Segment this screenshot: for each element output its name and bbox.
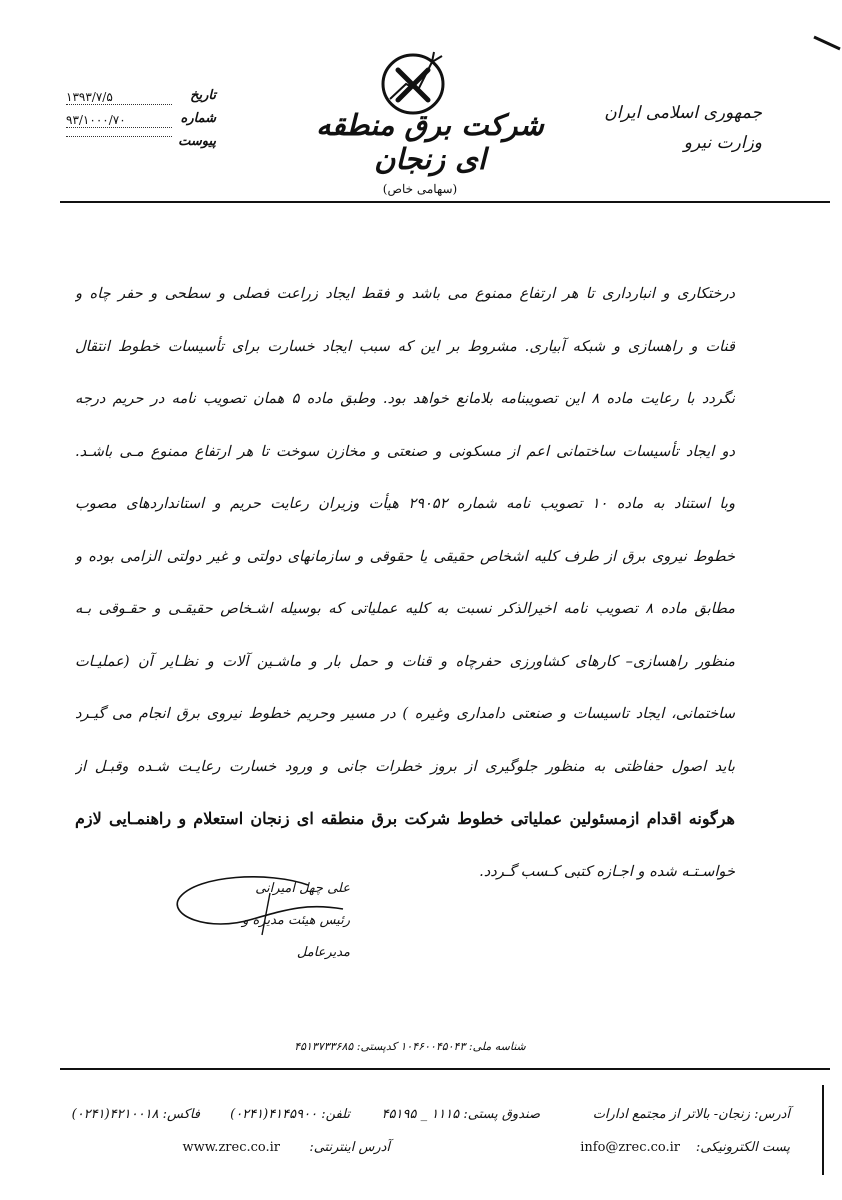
header-ministry-block — [552, 98, 762, 158]
footer-web[interactable]: www.zrec.co.ir — [182, 1140, 280, 1155]
body-line: باید اصول حفاظتی به منظور جلوگیری از بروز خطرات جانی و ورود خسارت رعایـت شـده وقبـل از — [75, 757, 735, 775]
date-label: تاریخ — [190, 88, 216, 103]
number-label: شماره — [180, 111, 216, 126]
body-line: قنات و راهسازی و شبکه آبیاری. مشروط بر این که سبب ایجاد خسارت برای تأسیسات خطوط انتقال — [75, 337, 735, 355]
body-line-emphasis: هرگونه اقدام ازمسئولین عملیاتی خطوط شرکت برق منطقه ای زنجان استعلام و راهنمـایی لازم — [75, 809, 735, 828]
footer-phone: تلفن: ۴۱۴۵۹۰۰(۰۲۴۱) — [230, 1107, 350, 1122]
signature-block — [190, 873, 350, 969]
footer-web-label: آدرس اینترنتی: — [309, 1140, 390, 1155]
number-value: ۹۳/۱۰۰۰/۷۰ — [66, 113, 172, 128]
footer-contact-row — [40, 1093, 790, 1133]
body-line: درختکاری و انبارداری تا هر ارتفاع ممنوع می باشد و فقط ایجاد زراعت فصلی و سطحی و حفر چاه و — [75, 285, 735, 302]
body-line: نگردد با رعایت ماده ۸ این تصویبنامه بلامانع خواهد بود. وطبق ماده ۵ همان تصویب نامه در حریم درجه — [75, 390, 735, 407]
footer-divider — [60, 1068, 830, 1070]
signer-title: رئیس هیئت مدیره و مدیرعامل — [242, 913, 350, 960]
letter-body — [75, 268, 735, 898]
body-line: وبا استناد به ماده ۱۰ تصویب نامه شماره ۲۹۰۵۲ هیأت وزیران رعایت حریم و استانداردهای مصوب — [75, 495, 735, 512]
body-line: دو ایجاد تأسیسات ساختمانی اعم از مسکونی و صنعتی و مخازن سوخت تا هر ارتفاع ممنوع مـی باشـد. — [75, 442, 735, 460]
footer-online-row — [40, 1140, 790, 1170]
footer-email[interactable]: info@zrec.co.ir — [580, 1140, 680, 1155]
body-line: مطابق ماده ۸ تصویب نامه اخیرالذکر نسبت به کلیه عملیاتی که بوسیله اشـخاص حقیقـی و حقـوقی بـه — [75, 600, 735, 617]
body-line: خواسـتـه شده و اجـازه کتبی کـسب گـردد. — [479, 862, 735, 880]
footer-address: آدرس: زنجان- بالاتر از مجتمع ادارات — [592, 1107, 790, 1122]
date-row — [66, 88, 216, 111]
number-row — [66, 111, 216, 134]
footer-fax: فاکس: ۴۲۱۰۰۱۸(۰۲۴۱) — [71, 1107, 200, 1122]
date-value: ۱۳۹۳/۷/۵ — [66, 90, 172, 105]
body-line: ساختمانی، ایجاد تاسیسات و صنعتی دامداری وغیره ) در مسیر وحریم خطوط نیروی برق انجام می گیـرد — [75, 705, 735, 722]
letter-metadata — [66, 88, 216, 157]
registration-info: شناسه ملی: ۱۰۴۶۰۰۴۵۰۴۳ کدپستی: ۴۵۱۳۷۳۳۶۸۵ — [294, 1040, 526, 1053]
country-name: جمهوری اسلامی ایران — [604, 103, 762, 123]
footer-email-label: پست الکترونیکی: — [695, 1140, 790, 1155]
attachment-value — [66, 136, 172, 137]
ministry-name: وزارت نیرو — [683, 133, 762, 153]
signer-name: علی چهل امیرانی — [255, 881, 350, 896]
body-line: منظور راهسازی– کارهای کشاورزی حفرچاه و قنات و حمل بار و ماشـین آلات و نظـایر آن (عملیـات — [75, 652, 735, 670]
page-corner-mark-icon — [812, 33, 842, 53]
attachment-label: پیوست — [178, 134, 216, 149]
company-type: (سهامی خاص) — [382, 182, 458, 196]
body-line: خطوط نیروی برق از طرف کلیه اشخاص حقیقی یا حقوقی و سازمانهای دولتی و غیر دولتی الزامی بوده و — [75, 547, 735, 565]
footer-pobox: صندوق پستی: ۱۱۱۵ _ ۴۵۱۹۵ — [381, 1107, 540, 1122]
footer-right-border — [822, 1085, 824, 1175]
attachment-row — [66, 134, 216, 157]
company-name: شرکت برق منطقه ای زنجان — [316, 108, 544, 176]
header-divider — [60, 201, 830, 203]
